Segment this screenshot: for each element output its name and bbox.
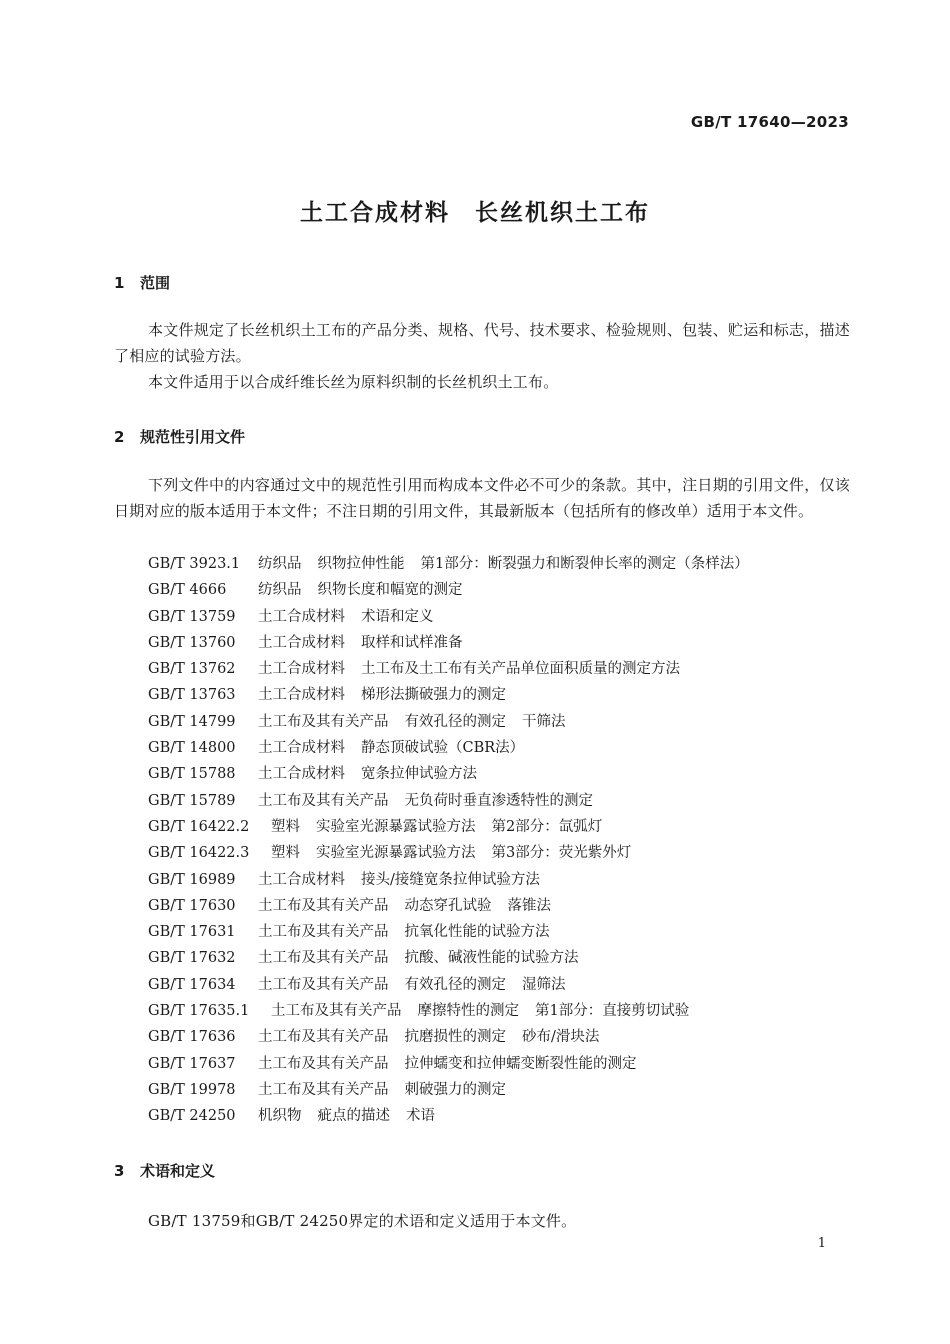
- reference-title-part: 静态顶破试验（CBR法）: [361, 740, 525, 757]
- reference-item: [148, 1103, 765, 1129]
- reference-title-part: 土工合成材料: [258, 661, 345, 678]
- reference-title-part: 刺破强力的测定: [404, 1081, 506, 1098]
- reference-title-part: 塑料: [271, 818, 300, 835]
- reference-title-part: 有效孔径的测定: [404, 713, 506, 730]
- reference-title-part: 土工合成材料: [258, 634, 345, 651]
- reference-title-part: 土工布及土工布有关产品单位面积质量的测定方法: [361, 661, 680, 678]
- reference-item: [148, 761, 765, 787]
- reference-title-part: 纺织品: [258, 582, 302, 599]
- page-number: 1: [817, 1236, 826, 1251]
- reference-title-part: 纺织品: [258, 556, 302, 572]
- reference-title-part: 取样和试样准备: [361, 634, 463, 651]
- reference-code: GB/T 3923.1: [148, 556, 241, 572]
- reference-item: [148, 998, 765, 1024]
- reference-item: [148, 867, 765, 893]
- section-title: 术语和定义: [140, 1162, 216, 1180]
- reference-title-part: 拉伸蠕变和拉伸蠕变断裂性能的测定: [404, 1055, 637, 1072]
- reference-title-part: 抗酸、碱液性能的试验方法: [404, 950, 579, 967]
- reference-title-part: 第2部分：氙弧灯: [491, 818, 603, 835]
- reference-code: GB/T 14800: [148, 740, 236, 757]
- reference-code: GB/T 14799: [148, 713, 236, 730]
- reference-title-part: 第3部分：荧光紫外灯: [491, 845, 632, 862]
- reference-title-part: 土工布及其有关产品: [258, 1029, 389, 1046]
- reference-title-part: 土工布及其有关产品: [258, 713, 389, 730]
- reference-title-part: 抗氧化性能的试验方法: [404, 924, 550, 941]
- reference-code: GB/T 24250: [148, 1108, 236, 1125]
- reference-item: [148, 1024, 765, 1050]
- section-1-heading: [114, 272, 170, 293]
- scope-paragraph-2: 本文件适用于以合成纤维长丝为原料织制的长丝机织土工布。: [148, 373, 559, 391]
- reference-title-part: 土工布及其有关产品: [258, 1081, 389, 1098]
- reference-title-part: 第1部分：直接剪切试验: [535, 1003, 690, 1020]
- section-title: 范围: [140, 274, 171, 292]
- reference-code: GB/T 13760: [148, 634, 236, 651]
- reference-title-part: 土工合成材料: [258, 871, 345, 888]
- reference-title-part: 土工布及其有关产品: [258, 924, 389, 941]
- reference-title-part: 砂布/滑块法: [522, 1029, 600, 1046]
- reference-item: [148, 945, 765, 971]
- reference-item: [148, 630, 765, 656]
- references-intro-paragraph: 下列文件中的内容通过文中的规范性引用而构成本文件必不可少的条款。其中，注日期的引用文件，仅该日期对应的版本适用于本文件；不注日期的引用文件，其最新版本（包括所有的修改单）适用于本文件。: [114, 476, 850, 520]
- section-number: 1: [114, 274, 125, 292]
- reference-code: GB/T 4666: [148, 582, 227, 599]
- reference-item: [148, 577, 765, 603]
- reference-code: GB/T 15788: [148, 766, 236, 783]
- reference-code: GB/T 17634: [148, 976, 236, 993]
- reference-item: [148, 1051, 765, 1077]
- reference-code: GB/T 19978: [148, 1081, 236, 1098]
- scope-paragraph-1: 本文件规定了长丝机织土工布的产品分类、规格、代号、技术要求、检验规则、包装、贮运和标志，描述了相应的试验方法。: [114, 321, 850, 365]
- reference-title-part: 宽条拉伸试验方法: [361, 766, 477, 783]
- reference-title-part: 土工布及其有关产品: [258, 897, 389, 914]
- reference-item: [148, 709, 765, 735]
- reference-code: GB/T 17630: [148, 897, 236, 914]
- reference-title-part: 落锥法: [507, 897, 551, 914]
- reference-title-part: 实验室光源暴露试验方法: [316, 845, 476, 862]
- reference-title-part: 土工合成材料: [258, 740, 345, 757]
- section-2-heading: [114, 426, 245, 447]
- section-number: 3: [114, 1162, 125, 1180]
- reference-item: [148, 919, 765, 945]
- reference-code: GB/T 16989: [148, 871, 236, 888]
- terms-paragraph: GB/T 13759和GB/T 24250界定的术语和定义适用于本文件。: [148, 1212, 577, 1230]
- section-3-heading: [114, 1160, 215, 1181]
- reference-title-part: 机织物: [258, 1108, 302, 1125]
- reference-title-part: 织物拉伸性能: [317, 556, 405, 572]
- reference-title-part: 塑料: [271, 845, 300, 862]
- reference-title-part: 抗磨损性的测定: [404, 1029, 506, 1046]
- reference-title-part: 土工布及其有关产品: [258, 976, 389, 993]
- reference-item: [148, 735, 765, 761]
- document-title: 土工合成材料 长丝机织土工布: [300, 200, 650, 226]
- section-number: 2: [114, 428, 125, 446]
- reference-title-part: 土工布及其有关产品: [258, 1055, 389, 1072]
- reference-code: GB/T 17637: [148, 1055, 236, 1072]
- reference-code: GB/T 13762: [148, 661, 236, 678]
- reference-title-part: 术语: [406, 1108, 435, 1125]
- reference-item: [148, 604, 765, 630]
- reference-title-part: 土工合成材料: [258, 608, 345, 625]
- reference-code: GB/T 16422.2: [148, 818, 250, 835]
- reference-title-part: 土工合成材料: [258, 687, 345, 704]
- reference-title-part: 干筛法: [522, 713, 566, 730]
- reference-code: GB/T 16422.3: [148, 845, 250, 862]
- reference-code: GB/T 17631: [148, 924, 236, 941]
- reference-item: [148, 972, 765, 998]
- standard-code: GB/T 17640—2023: [690, 113, 849, 131]
- reference-title-part: 接头/接缝宽条拉伸试验方法: [361, 871, 540, 888]
- reference-title-part: 土工合成材料: [258, 766, 345, 783]
- reference-title-part: 湿筛法: [522, 976, 566, 993]
- reference-title-part: 有效孔径的测定: [404, 976, 506, 993]
- reference-item: [148, 840, 765, 866]
- reference-title-part: 无负荷时垂直渗透特性的测定: [404, 792, 593, 809]
- reference-item: [148, 814, 765, 840]
- reference-title-part: 织物长度和幅宽的测定: [317, 582, 463, 599]
- reference-title-part: 术语和定义: [361, 608, 434, 625]
- reference-code: GB/T 13759: [148, 608, 236, 625]
- reference-item: [148, 682, 765, 708]
- normative-references-list: [148, 551, 765, 1130]
- reference-code: GB/T 17636: [148, 1029, 236, 1046]
- reference-title-part: 土工布及其有关产品: [258, 792, 389, 809]
- reference-title-part: 土工布及其有关产品: [271, 1003, 402, 1020]
- reference-item: [148, 551, 765, 577]
- reference-item: [148, 788, 765, 814]
- reference-title-part: 土工布及其有关产品: [258, 950, 389, 967]
- reference-title-part: 摩擦特性的测定: [417, 1003, 519, 1020]
- reference-title-part: 动态穿孔试验: [404, 897, 492, 914]
- reference-title-part: 疵点的描述: [317, 1108, 390, 1125]
- reference-code: GB/T 15789: [148, 792, 236, 809]
- reference-code: GB/T 17635.1: [148, 1003, 250, 1020]
- reference-item: [148, 893, 765, 919]
- reference-title-part: 梯形法撕破强力的测定: [361, 687, 506, 704]
- section-title: 规范性引用文件: [140, 428, 246, 446]
- reference-item: [148, 1077, 765, 1103]
- reference-title-part: 实验室光源暴露试验方法: [316, 818, 476, 835]
- reference-code: GB/T 17632: [148, 950, 236, 967]
- reference-item: [148, 656, 765, 682]
- reference-code: GB/T 13763: [148, 687, 236, 704]
- reference-title-part: 第1部分：断裂强力和断裂伸长率的测定（条样法）: [420, 556, 749, 572]
